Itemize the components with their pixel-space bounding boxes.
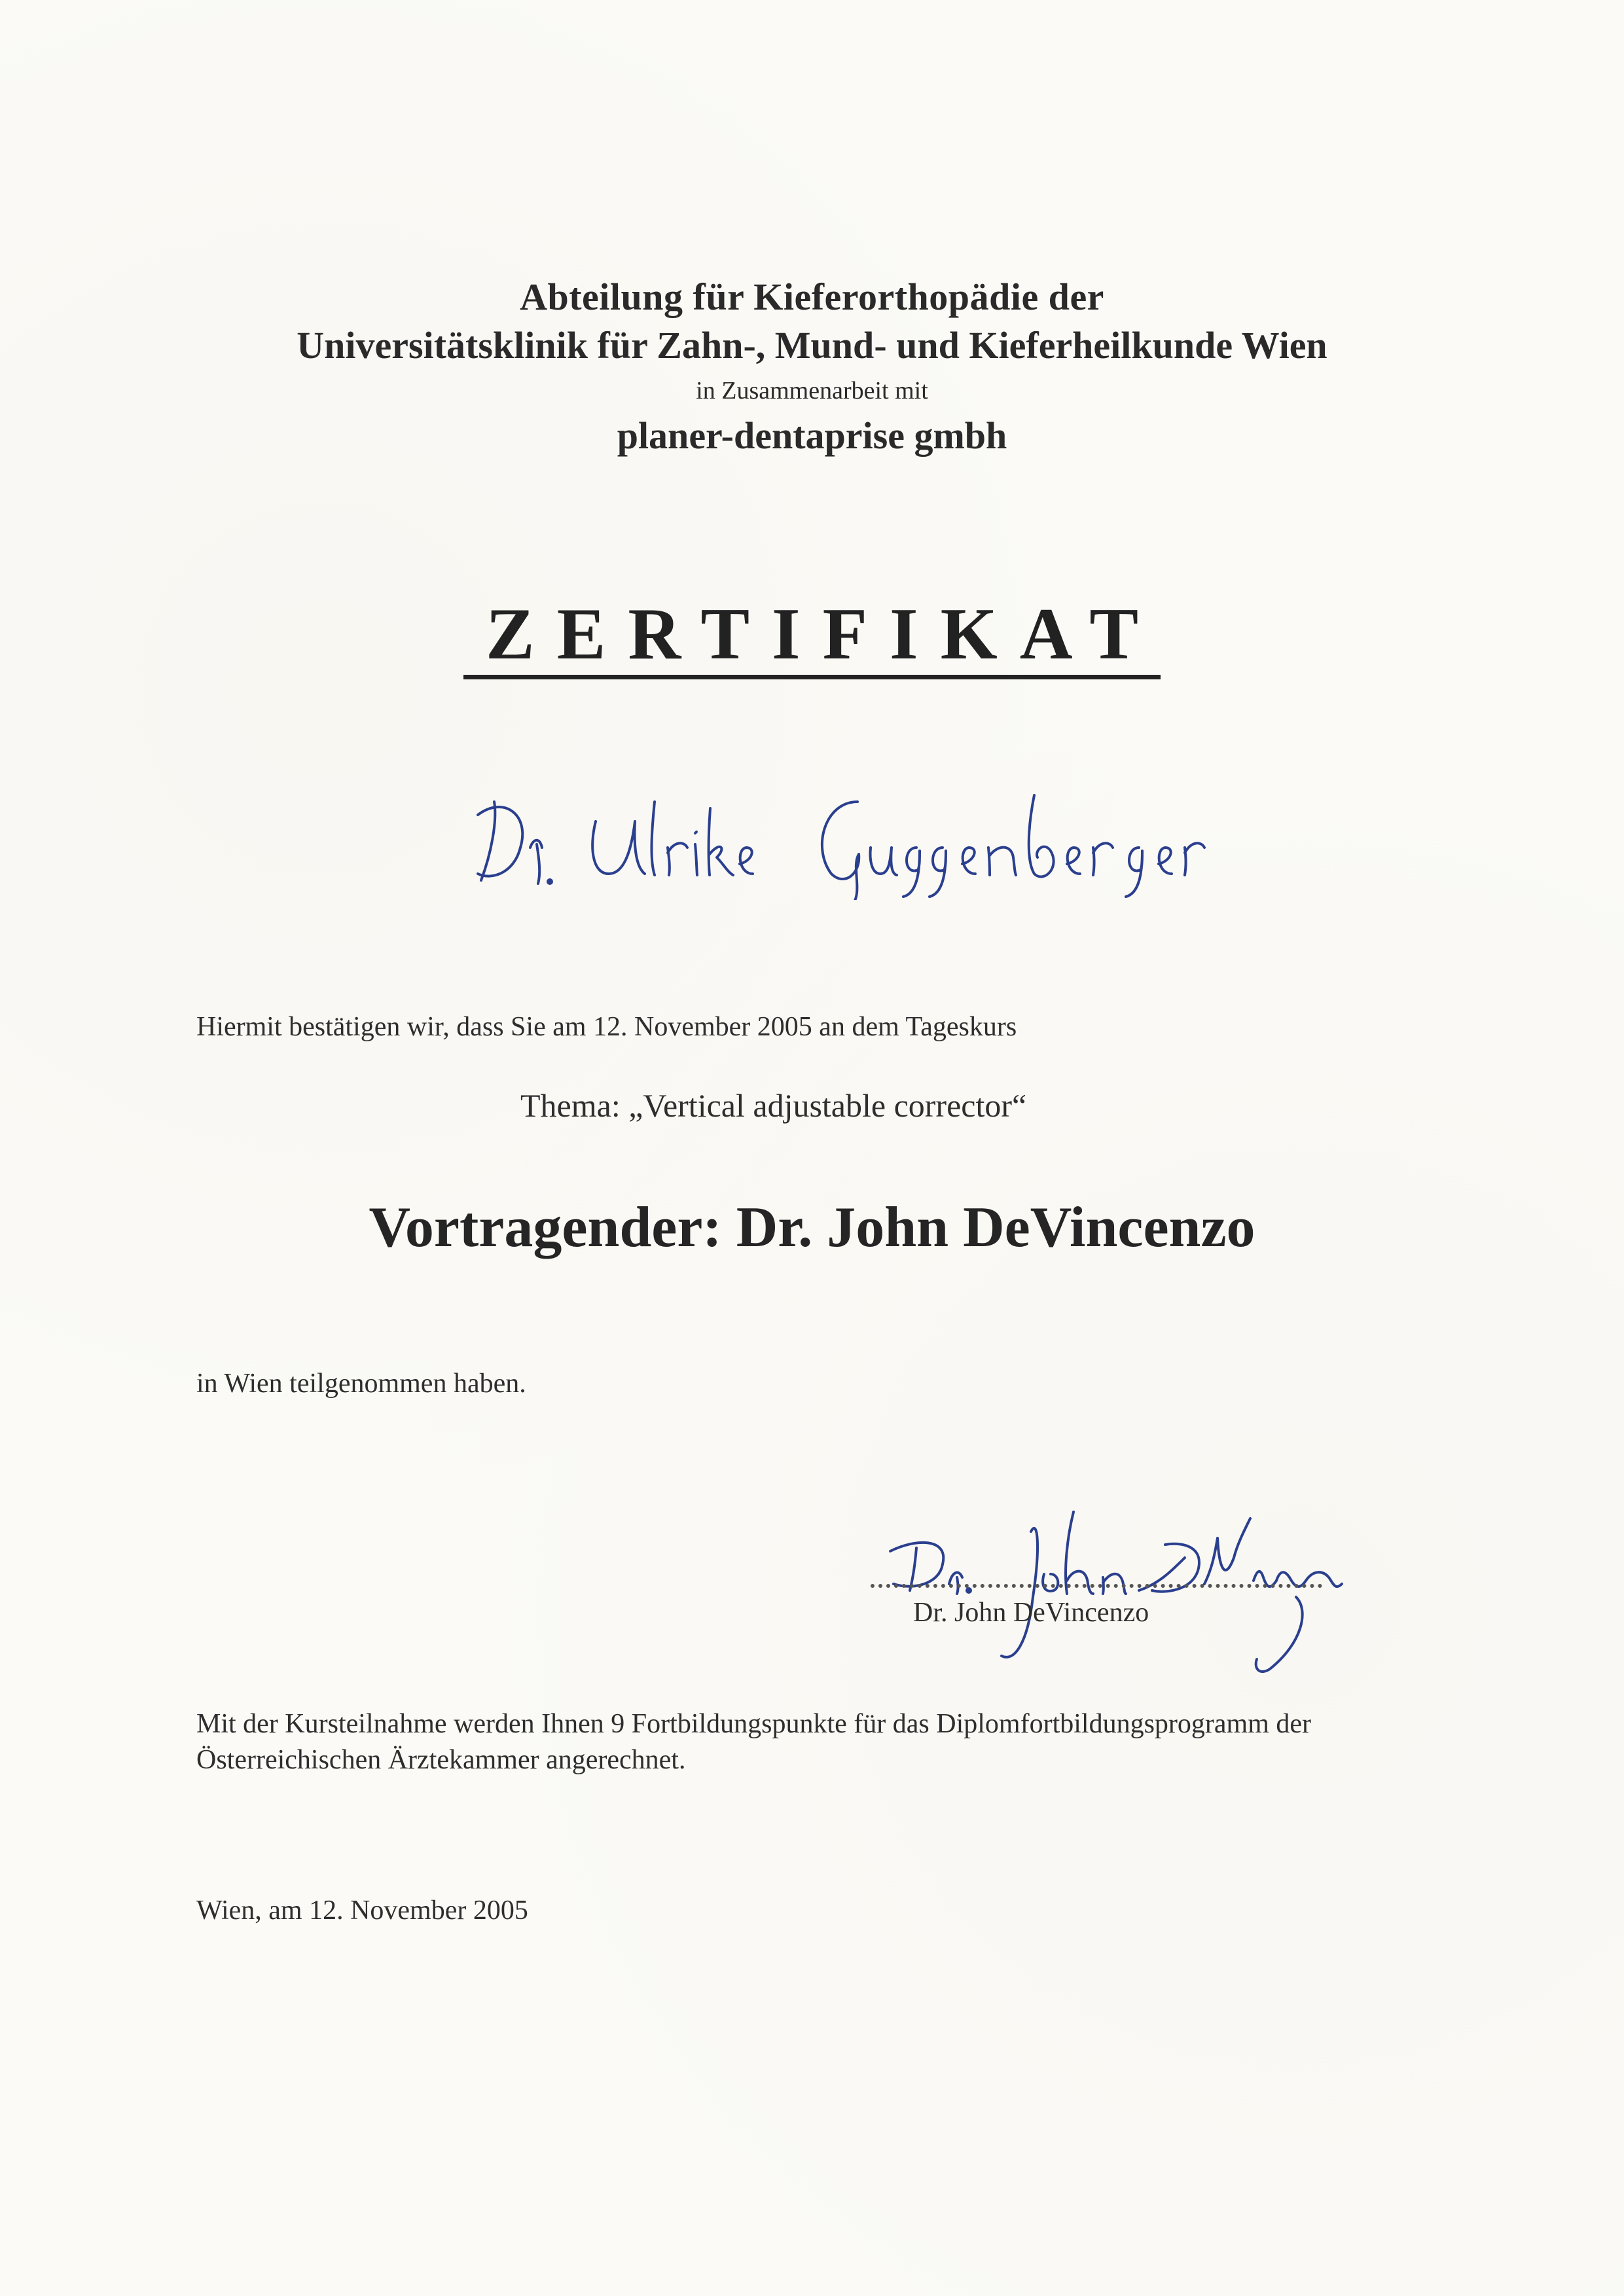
certificate-title (0, 592, 1624, 677)
cme-points-line-1: Mit der Kursteilnahme werden Ihnen 9 Fortbildungspunkte für das Diplomfortbildungsprogramm der (196, 1709, 1312, 1739)
cme-points-line-2: Österreichischen Ärztekammer angerechnet. (196, 1745, 686, 1775)
signatory-printed-name: Dr. John DeVincenzo (913, 1598, 1149, 1628)
speaker-heading: Vortragender: Dr. John DeVincenzo (369, 1196, 1255, 1259)
signature-line (871, 1584, 1322, 1588)
certificate-title-text: ZERTIFIKAT (463, 594, 1161, 679)
speaker-handwritten-signature (877, 1492, 1348, 1689)
company-heading: planer-dentaprise gmbh (617, 414, 1007, 457)
department-heading: Abteilung für Kieferorthopädie der (520, 276, 1104, 318)
cooperation-line: in Zusammenarbeit mit (696, 377, 928, 404)
place-and-date: Wien, am 12. November 2005 (196, 1895, 528, 1926)
participation-text: in Wien teilgenommen haben. (196, 1369, 526, 1399)
confirmation-text: Hiermit bestätigen wir, dass Sie am 12. November 2005 an dem Tageskurs (196, 1012, 1017, 1042)
clinic-heading: Universitätsklinik für Zahn-, Mund- und Kieferheilkunde Wien (297, 324, 1327, 367)
course-topic: Thema: „Vertical adjustable corrector“ (520, 1087, 1027, 1124)
recipient-handwritten-signature (458, 776, 1211, 900)
